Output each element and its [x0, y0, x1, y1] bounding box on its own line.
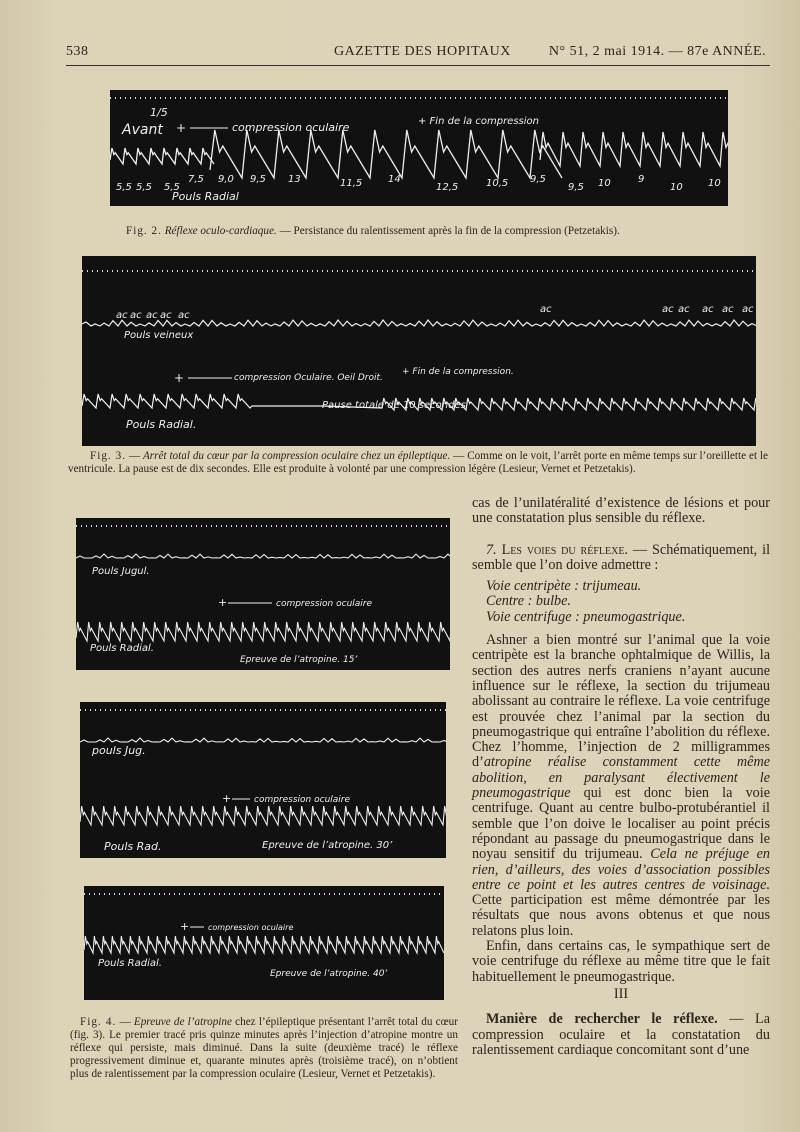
fig3-ac-label: ac — [702, 304, 714, 315]
fig3-venous-label: Pouls veineux — [124, 330, 194, 341]
fig4b-jug-label: pouls Jug. — [92, 744, 146, 757]
para-maniere-head: Manière de rechercher le réflexe. — [486, 1011, 718, 1028]
section-III: III — [613, 985, 629, 1002]
fig4a-comp-label: compression oculaire — [276, 599, 373, 609]
fig4b-rad-label: Pouls Rad. — [104, 840, 162, 853]
para-ashner-c: qui est donc bien la voie centrifuge. Quant au centre bulbo-protubérantiel il semble que l’on doive le localiser au point précis répondant au passage du pneumogastrique dans le noyau sensitif du trijumeau. — [472, 785, 770, 863]
fig4b-comp-label: compression oculaire — [254, 795, 351, 805]
fig4a-ep-label: Epreuve de l’atropine. 15’ — [240, 655, 358, 665]
para-maniere-text: — La compression oculaire et la constatation du ralentissement cardiaque concomitant sont d’une — [472, 1011, 770, 1058]
para-0: cas de l’unilatéralité d’existence de lésions et pour une constatation plus sensible du réflexe. — [472, 495, 770, 527]
running-header — [66, 44, 770, 64]
voie-centripete: Voie centripète : trijumeau. — [486, 578, 642, 595]
para-ashner-a: Ashner a bien montré sur l’animal que la voie centripète est la branche ophtalmique de Willis, la section des autres nerfs craniens n’ayant aucune influence sur le réflexe, la section du trijumeau abolissant au contraire le réflexe. La voie centrifuge est prouvée chez l’animal par la section du pneumogastrique qui entraîne l’abolition du réflexe. Chez l’homme, l’injection de 2 milligrammes d’ — [472, 632, 770, 771]
fig3-ac-label: ac — [678, 304, 690, 315]
fig2-rate-label: 9,5 — [530, 174, 546, 185]
fig2-rate-label: 13 — [288, 174, 301, 185]
fig3-ac-label: ac — [146, 310, 158, 321]
fig3-ac-label: ac — [178, 310, 190, 321]
para-ashner-d: Cela ne préjuge en rien, d’ailleurs, des voies d’association possibles entre ce point et les autres centres de voisinage. — [472, 846, 770, 893]
fig3-radial-label: Pouls Radial. — [126, 418, 197, 431]
fig2-caption — [126, 225, 726, 238]
fig2-compression-label: compression oculaire — [232, 121, 350, 134]
fig3-caption-title: Arrêt total du cœur par la compression oculaire chez un épileptique. — [142, 450, 451, 462]
fig3-end-label: + Fin de la compression. — [402, 367, 514, 377]
fig2-trace — [110, 90, 728, 206]
fig3-ac-label: ac — [116, 310, 128, 321]
fig2-caption-text: — Persistance du ralentissement après la fin de la compression (Petzetakis). — [279, 225, 620, 237]
fig3-caption-num: Fig. 3. — [90, 450, 126, 462]
fig3-ac-label: ac — [742, 304, 754, 315]
fig4b-plus: + — [222, 792, 232, 805]
fig3-caption: Fig. 3. — Arrêt total du cœur par la compression oculaire chez un épileptique. — Comme on le voit, l’arrêt porte en même temps sur l’oreillette et le ventricule. La pause est de dix secondes. Elle est produite à volonté par une compression légère (Lesieur, Vernet et Petzetakis). — [68, 450, 769, 475]
fig3-ac-label: ac — [662, 304, 674, 315]
fig3-ac-label: ac — [130, 310, 142, 321]
fig4c-ep-label: Epreuve de l’atropine. 40’ — [270, 969, 388, 979]
fig2-rate-label: 7,5 — [188, 174, 204, 185]
fig4c-comp-label: compression oculaire — [208, 923, 294, 932]
journal-title: GAZETTE DES HOPITAUX — [334, 44, 511, 59]
section-7-title: Les voies du réflexe. — [501, 541, 628, 558]
fig2-rate-label: 10 — [670, 182, 683, 193]
fig4a-rad-label: Pouls Radial. — [90, 643, 154, 654]
fig2-rate-label: 10,5 — [486, 178, 509, 189]
fig4-trace-3 — [84, 886, 444, 1000]
fig2-speed-label: 1/5 — [150, 106, 168, 119]
fig4-caption-text: chez l’épileptique présentant l’arrêt total du cœur (fig. 3). Le premier tracé pris quinze minutes après l’injection d’atropine montre un réflexe qui persiste, mais diminué. Dans la suite (deuxième tracé) le réflexe progressivement diminue et, quarante minutes après (troisième tracé), on n’obtient plus de ralentissement par la compression oculaire (Lesieur, Vernet et Petzetakis). — [70, 1016, 459, 1080]
fig2-rate-label: 14 — [388, 174, 401, 185]
voie-centrifuge: Voie centrifuge : pneumogastrique. — [486, 608, 686, 625]
fig4b-ep-label: Epreuve de l’atropine. 30’ — [262, 840, 393, 851]
centre-bulbe: Centre : bulbe. — [486, 593, 571, 610]
section-7-num: 7. — [486, 541, 497, 558]
fig2-rate-label: 5,5 — [116, 182, 132, 193]
header-rule — [66, 65, 770, 66]
fig4-trace-1 — [76, 518, 450, 670]
fig3-ac-label: ac — [722, 304, 734, 315]
fig3-compression-label: compression Oculaire. Oeil Droit. — [234, 373, 383, 383]
fig2-rate-label: 12,5 — [436, 182, 459, 193]
fig3-ac-label: ac — [540, 304, 552, 315]
page-number: 538 — [66, 44, 89, 59]
fig2-rate-label: 5,5 — [136, 182, 152, 193]
fig2-radial-label: Pouls Radial — [172, 190, 239, 203]
issue-info: N° 51, 2 mai 1914. — 87e ANNÉE. — [548, 44, 766, 59]
fig2-rate-label: 9,0 — [218, 174, 234, 185]
body-column — [472, 496, 770, 1058]
fig4c-plus: + — [180, 920, 190, 933]
fig2-plus-label: + — [176, 121, 187, 135]
para-ashner — [472, 633, 770, 939]
para-maniere — [472, 1012, 770, 1058]
fig4a-jug-label: Pouls Jugul. — [92, 566, 150, 577]
fig4-caption-title: Epreuve de l’atropine — [133, 1016, 232, 1028]
fig2-rate-label: 5,5 — [164, 182, 180, 193]
fig3-trace — [82, 256, 756, 446]
fig2-rate-label: 11,5 — [340, 178, 363, 189]
fig4-caption: Fig. 4. — Epreuve de l’atropine chez l’épileptique présentant l’arrêt total du cœur (fig. 3). Le premier tracé pris quinze minutes après l’injection d’atropine montre un réflexe qui persiste, mais diminué. Dans la suite (deuxième tracé) le réflexe progressivement diminue et, quarante minutes après (troisième tracé), on n’obtient plus de ralentissement par la compression oculaire (Lesieur, Vernet et Petzetakis). — [70, 1016, 459, 1080]
fig4-caption-num: Fig. 4. — [80, 1016, 117, 1028]
fig2-rate-label: 10 — [708, 178, 721, 189]
para-sympathique: Enfin, dans certains cas, le sympathique sert de voie centrifuge du réflexe au même titre que le fait habituellement le pneumogastrique. — [472, 938, 770, 985]
fig2-caption-num: Fig. 2. — [126, 225, 162, 237]
fig4a-plus: + — [218, 596, 228, 609]
fig4-trace-2 — [80, 702, 446, 858]
fig2-rate-label: 10 — [598, 178, 611, 189]
section-7-text: — Schématiquement, il semble que l’on doive admettre : — [472, 541, 771, 573]
fig4c-rad-label: Pouls Radial. — [98, 958, 162, 969]
para-ashner-b: atropine réalise constamment cette même abolition, en paralysant électivement le pneumogastrique — [472, 754, 770, 802]
fig3-plus-label: + — [174, 371, 185, 385]
fig2-before-label: Avant — [122, 122, 163, 138]
para-ashner-e: Cette participation est même démontrée par les résultats que nous avons obtenus et que nous relatons plus loin. — [472, 892, 770, 939]
fig2-rate-label: 9 — [638, 174, 645, 185]
fig3-pause-label: Pause totale de 10 secondes — [322, 400, 466, 411]
fig3-caption-text: — Comme on le voit, l’arrêt porte en même temps sur l’oreillette et le ventricule. La pause est de dix secondes. Elle est produite à volonté par une compression légère (Lesieur, Vernet et Petzetakis). — [68, 450, 769, 475]
fig2-rate-label: 9,5 — [250, 174, 266, 185]
fig3-ac-label: ac — [160, 310, 172, 321]
section-7-heading — [472, 543, 770, 574]
fig2-end-label: + Fin de la compression — [418, 116, 539, 127]
fig2-caption-title: Réflexe oculo-cardiaque. — [164, 225, 277, 237]
fig2-rate-label: 9,5 — [568, 182, 584, 193]
